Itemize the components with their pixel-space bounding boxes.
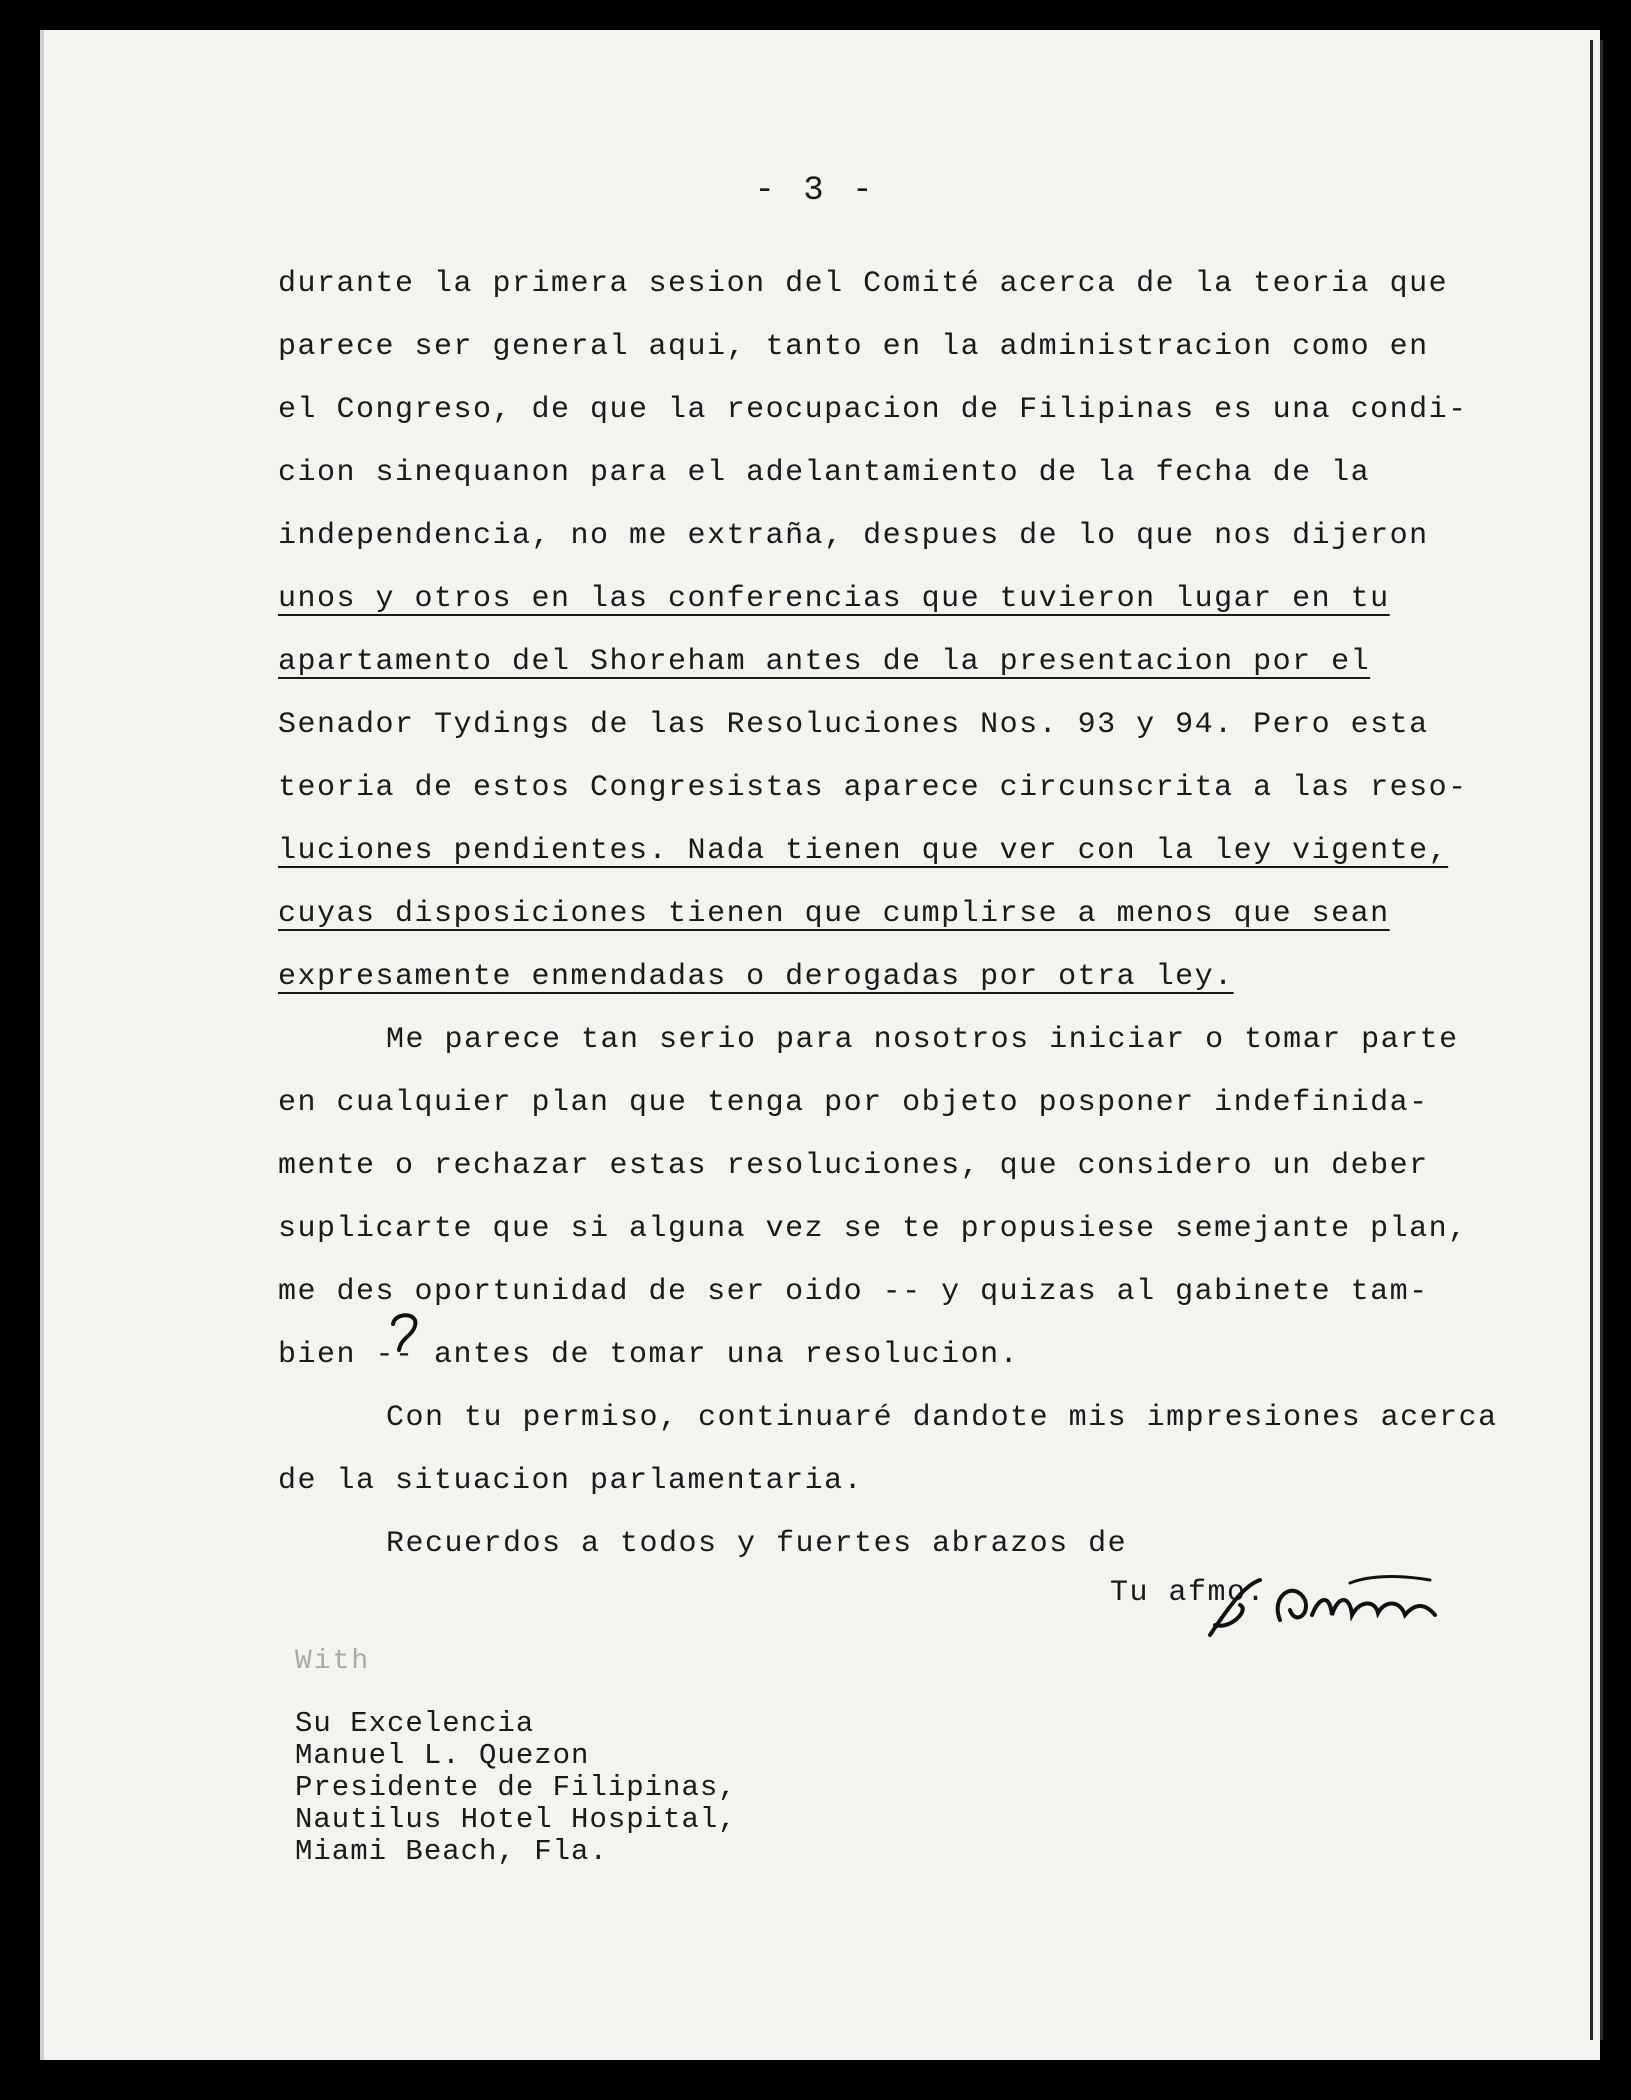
address-line: Nautilus Hotel Hospital, [295,1803,737,1836]
text-line: bien -- antes de tomar una resolucion. [278,1338,1020,1372]
letter-body [278,253,1498,1576]
text-line: cuyas disposiciones tienen que cumplirse a menos que sean [278,897,1390,931]
signature [1200,1565,1460,1655]
text-line: en cualquier plan que tenga por objeto posponer indefinida- [278,1086,1429,1120]
text-line: Senador Tydings de las Resoluciones Nos. 93 y 94. Pero esta [278,708,1429,742]
address-line: Manuel L. Quezon [295,1739,590,1772]
page-edge [1600,40,1603,2040]
address-line: Su Excelencia [295,1707,535,1740]
text-line: unos y otros en las conferencias que tuvieron lugar en tu [278,582,1390,616]
text-line: independencia, no me extraña, despues de lo que nos dijeron [278,519,1429,553]
closing: Tu afmo. [1110,1576,1267,1610]
text-line: el Congreso, de que la reocupacion de Filipinas es una condi- [278,393,1468,427]
page-number: - 3 - [754,172,877,210]
text-line: durante la primera sesion del Comité acerca de la teoria que [278,267,1449,301]
text-line: cion sinequanon para el adelantamiento de la fecha de la [278,456,1371,490]
text-line: mente o rechazar estas resoluciones, que considero un deber [278,1149,1429,1183]
handwritten-question-mark [385,1310,425,1360]
text-line: me des oportunidad de ser oido -- y quizas al gabinete tam- [278,1275,1429,1309]
text-line: Me parece tan serio para nosotros iniciar o tomar parte [386,1023,1459,1057]
address-line: Miami Beach, Fla. [295,1835,608,1868]
text-line: Con tu permiso, continuaré dandote mis impresiones acerca [386,1401,1498,1435]
text-line: de la situacion parlamentaria. [278,1464,864,1498]
text-line: parece ser general aqui, tanto en la administracion como en [278,330,1429,364]
text-line: Recuerdos a todos y fuertes abrazos de [386,1527,1128,1561]
text-line: expresamente enmendadas o derogadas por otra ley. [278,960,1234,994]
text-line: apartamento del Shoreham antes de la presentacion por el [278,645,1371,679]
with-note: With [295,1646,371,1677]
page-edge [1590,40,1593,2040]
text-line: luciones pendientes. Nada tienen que ver con la ley vigente, [278,834,1449,868]
recipient-address [295,1708,737,1868]
text-line: suplicarte que si alguna vez se te propusiese semejante plan, [278,1212,1468,1246]
address-line: Presidente de Filipinas, [295,1771,737,1804]
text-line: teoria de estos Congresistas aparece circunscrita a las reso- [278,771,1468,805]
